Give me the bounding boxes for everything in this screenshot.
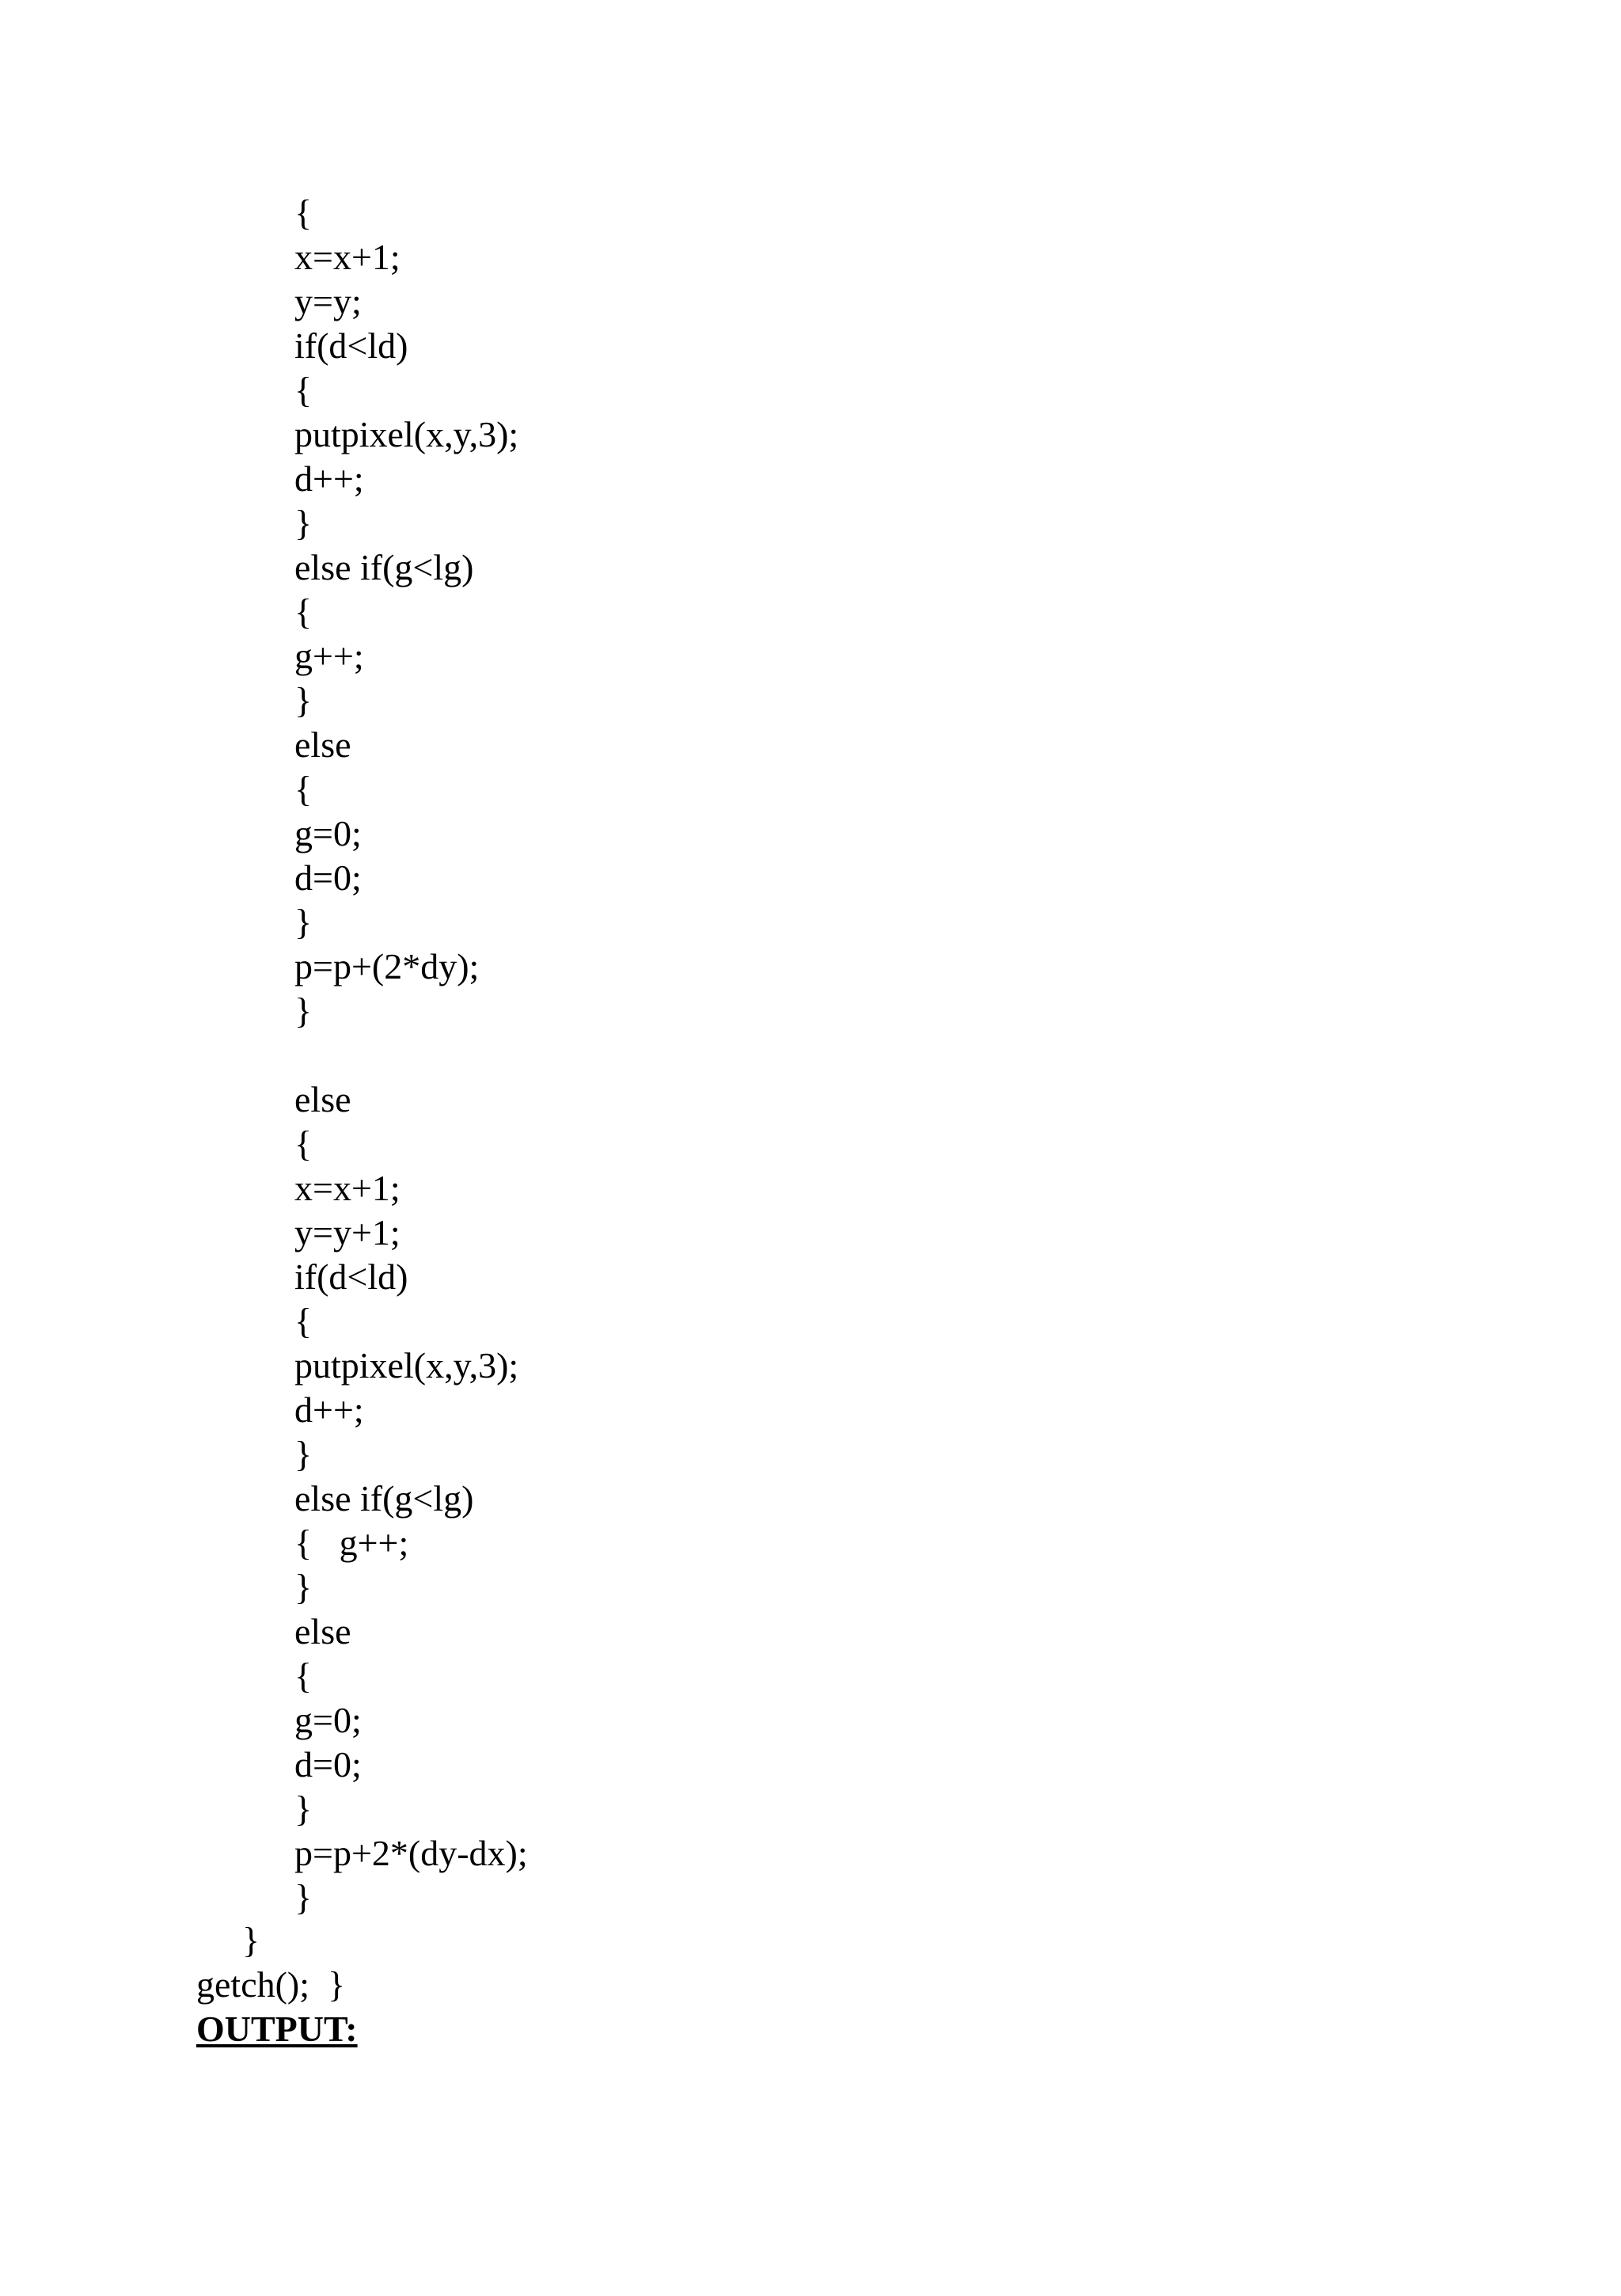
code-line: { — [294, 591, 313, 632]
code-line: p=p+2*(dy-dx); — [294, 1833, 528, 1873]
code-line: x=x+1; — [294, 1168, 401, 1208]
code-line: } — [294, 902, 313, 942]
code-line: else — [294, 1079, 351, 1119]
code-line: else if(g<lg) — [294, 547, 474, 587]
code-line: p=p+(2*dy); — [294, 946, 480, 986]
code-line: d++; — [294, 1389, 364, 1430]
code-line: else — [294, 724, 351, 765]
output-heading: OUTPUT: — [196, 2009, 358, 2049]
code-line: } — [294, 1567, 313, 1607]
code-line: g++; — [294, 636, 364, 676]
code-line: putpixel(x,y,3); — [294, 1345, 519, 1386]
code-line: if(d<ld) — [294, 325, 408, 366]
code-line: { — [294, 1123, 313, 1164]
code-line: x=x+1; — [294, 237, 401, 277]
code-line: } — [294, 1789, 313, 1829]
code-line: getch(); } — [196, 1964, 346, 2005]
code-line: g=0; — [294, 1700, 362, 1740]
code-line: else if(g<lg) — [294, 1478, 474, 1519]
code-line: g=0; — [294, 813, 362, 853]
code-line: { — [294, 1655, 313, 1696]
code-line: } — [294, 503, 313, 543]
code-line: } — [294, 990, 313, 1031]
code-line: { g++; — [294, 1522, 409, 1563]
code-line: } — [242, 1920, 260, 1960]
code-line: if(d<ld) — [294, 1256, 408, 1297]
code-line: d=0; — [294, 857, 362, 898]
code-line: { — [294, 1301, 313, 1341]
code-line: putpixel(x,y,3); — [294, 414, 519, 454]
code-line: } — [294, 1877, 313, 1918]
code-line: } — [294, 1434, 313, 1474]
code-line: d++; — [294, 458, 364, 499]
code-line: else — [294, 1611, 351, 1652]
code-line: d=0; — [294, 1744, 362, 1785]
code-line: { — [294, 192, 313, 233]
code-line: y=y+1; — [294, 1212, 401, 1253]
code-line: } — [294, 680, 313, 720]
code-line: y=y; — [294, 281, 362, 321]
code-line: { — [294, 769, 313, 809]
code-line: { — [294, 370, 313, 410]
